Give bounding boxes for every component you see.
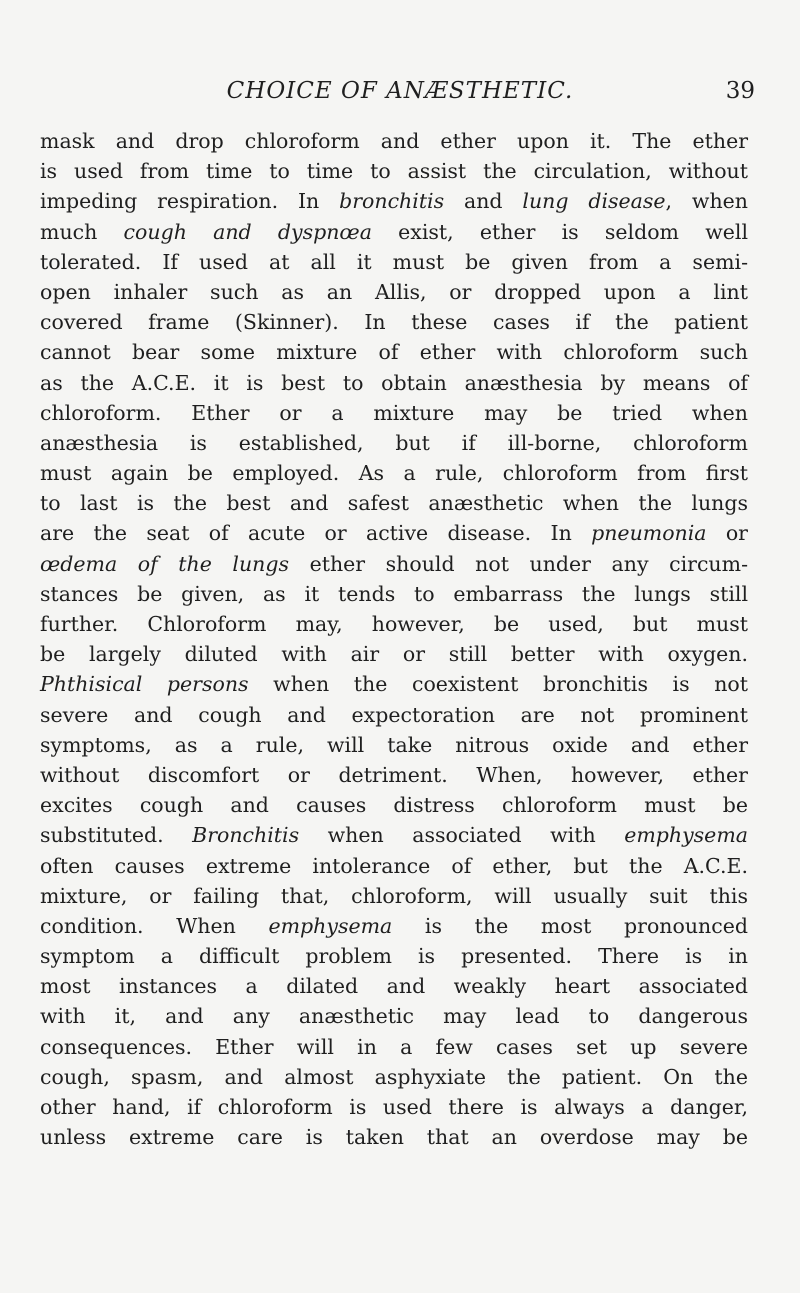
text-line (40, 126, 748, 156)
text-run: open inhaler such as an Allis, or dropped upon a lint (40, 279, 748, 304)
text-line (40, 217, 748, 247)
text-line (40, 156, 748, 186)
italic-term: Phthisical persons (40, 672, 249, 697)
italic-term: Bronchitis (192, 823, 300, 848)
body-paragraph (40, 126, 748, 1152)
text-line (40, 307, 748, 337)
text-line (40, 1032, 748, 1062)
italic-term: bronchitis (339, 189, 445, 214)
text-line (40, 881, 748, 911)
text-run: consequences. Ether will in a few cases set up severe (40, 1034, 748, 1059)
text-line (40, 790, 748, 820)
text-line (40, 851, 748, 881)
text-run: exist, ether is seldom well (371, 219, 748, 244)
italic-term: œdema of the lungs (40, 551, 289, 576)
text-run: when associated with (299, 823, 625, 848)
text-run: cough, spasm, and almost asphyxiate the patient. On the (40, 1064, 748, 1089)
italic-term: pneumonia (591, 521, 707, 546)
text-line (40, 247, 748, 277)
text-run: severe and cough and expectoration are not prominent (40, 702, 748, 727)
text-line (40, 1062, 748, 1092)
text-run: stances be given, as it tends to embarrass the lungs still (40, 581, 748, 606)
text-run: substituted. (40, 823, 193, 848)
text-run: much (40, 219, 124, 244)
text-run: with it, and any anæsthetic may lead to dangerous (40, 1004, 748, 1029)
text-run: without discomfort or detriment. When, however, ether (40, 762, 748, 787)
italic-term: lung disease (522, 189, 666, 214)
text-run: is the most pronounced (392, 913, 748, 938)
text-run: , when (665, 189, 748, 214)
text-run: is used from time to time to assist the circulation, without (40, 159, 748, 184)
text-run: other hand, if chloroform is used there is always a danger, (40, 1095, 748, 1119)
text-run: tolerated. If used at all it must be given from a semi- (40, 249, 748, 274)
text-run: most instances a dilated and weakly heart associated (40, 974, 748, 999)
text-line (40, 458, 748, 488)
text-run: to last is the best and safest anæsthetic when the lungs (40, 491, 748, 516)
text-run: ether should not under any circum- (289, 551, 748, 576)
text-run: impeding respiration. In (40, 189, 340, 214)
text-line (40, 488, 748, 518)
text-line (40, 277, 748, 307)
text-line (40, 639, 748, 669)
text-line (40, 518, 748, 548)
text-run: covered frame (Skinner). In these cases if the patient (40, 310, 748, 335)
text-run: further. Chloroform may, however, be used, but must (40, 612, 748, 636)
running-title: CHOICE OF ANÆSTHETIC. (226, 78, 574, 104)
text-line (40, 186, 748, 216)
text-line (40, 971, 748, 1001)
text-run: symptoms, as a rule, will take nitrous oxide and ether (40, 732, 748, 757)
text-run: when the coexistent bronchitis is not (248, 672, 748, 697)
text-run: mixture, or failing that, chloroform, will usually suit this (40, 883, 748, 908)
italic-term: emphysema (268, 913, 393, 938)
text-line (40, 398, 748, 428)
italic-term: cough and dyspnœa (123, 219, 372, 244)
text-line (40, 1092, 748, 1122)
text-line (40, 911, 748, 941)
text-line (40, 820, 748, 850)
text-line (40, 368, 748, 398)
text-run: anæsthesia is established, but if ill-borne, chloroform (40, 430, 748, 455)
page-number: 39 (725, 78, 755, 104)
text-line (40, 1122, 748, 1152)
text-line (40, 941, 748, 971)
text-line (40, 730, 748, 760)
text-run: are the seat of acute or active disease. In (40, 521, 592, 546)
text-run: be largely diluted with air or still better with oxygen. (40, 642, 748, 667)
text-line (40, 609, 748, 639)
text-line (40, 760, 748, 790)
text-run: symptom a difficult problem is presented. There is in (40, 944, 748, 969)
text-run: and (444, 189, 523, 214)
text-line (40, 428, 748, 458)
text-line (40, 669, 748, 699)
text-run: or (706, 521, 748, 546)
text-line (40, 549, 748, 579)
text-run: excites cough and causes distress chloroform must be (40, 793, 748, 818)
running-head (0, 78, 800, 108)
text-line (40, 700, 748, 730)
text-run: mask and drop chloroform and ether upon it. The ether (40, 129, 748, 153)
text-run: condition. When (40, 913, 269, 938)
text-line (40, 1001, 748, 1031)
text-run: unless extreme care is taken that an overdose may be (40, 1125, 748, 1150)
text-run: cannot bear some mixture of ether with chloroform such (40, 340, 748, 365)
text-run: as the A.C.E. it is best to obtain anæsthesia by means of (40, 370, 748, 395)
text-run: chloroform. Ether or a mixture may be tried when (40, 400, 748, 425)
text-line (40, 579, 748, 609)
text-line (40, 337, 748, 367)
text-run: must again be employed. As a rule, chloroform from first (40, 461, 748, 486)
italic-term: emphysema (624, 823, 748, 848)
text-run: often causes extreme intolerance of ether, but the A.C.E. (40, 853, 748, 878)
